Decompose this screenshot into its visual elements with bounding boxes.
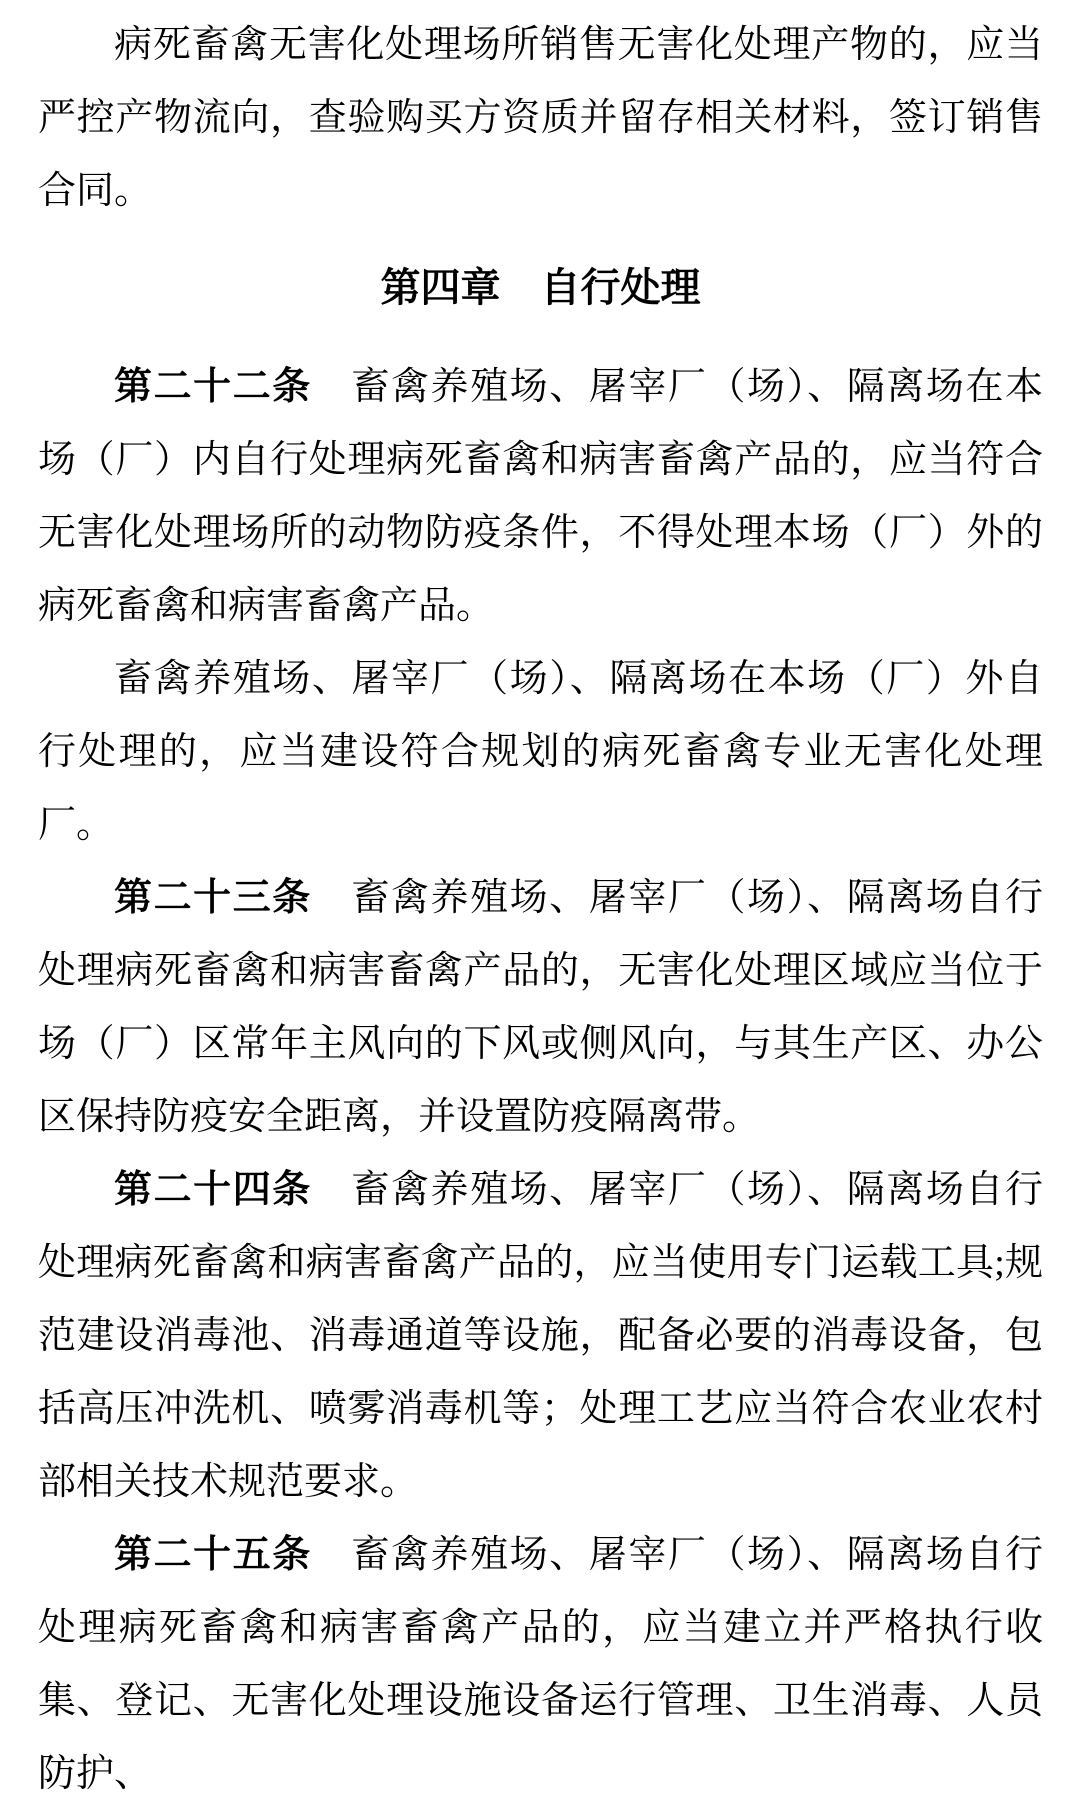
- intro-paragraph: 病死畜禽无害化处理场所销售无害化处理产物的，应当严控产物流向，查验购买方资质并留存相关材料，签订销售合同。: [38, 24, 1043, 212]
- article-paragraph: [38, 1154, 1043, 1519]
- articles-container: [38, 351, 1043, 1811]
- article-text: 畜禽养殖场、屠宰厂（场）、隔离场自行处理病死畜禽和病害畜禽产品的，无害化处理区域应当位于场（厂）区常年主风向的下风或侧风向，与其生产区、办公区保持防疫安全距离，并设置防疫隔离带。: [38, 877, 1043, 1138]
- chapter-heading: 第四章 自行处理: [380, 266, 701, 310]
- article-text: 畜禽养殖场、屠宰厂（场）、隔离场自行处理病死畜禽和病害畜禽产品的，应当建立并严格执行收集、登记、无害化处理设施设备运行管理、卫生消毒、人员防护、: [38, 1534, 1043, 1795]
- article-text: 畜禽养殖场、屠宰厂（场）、隔离场自行处理病死畜禽和病害畜禽产品的，应当使用专门运载工具;规范建设消毒池、消毒通道等设施，配备必要的消毒设备，包括高压冲洗机、喷雾消毒机等；处理工艺应当符合农业农村部相关技术规范要求。: [38, 1169, 1043, 1503]
- article-number: 第二十二条: [114, 366, 312, 408]
- article-paragraph: [38, 862, 1043, 1154]
- article-number: 第二十四条: [114, 1169, 312, 1211]
- body-paragraph: [38, 643, 1043, 862]
- article-paragraph: [38, 1519, 1043, 1811]
- article-text: 畜禽养殖场、屠宰厂（场）、隔离场在本场（厂）外自行处理的，应当建设符合规划的病死畜禽专业无害化处理厂。: [38, 658, 1043, 846]
- article-number: 第二十五条: [114, 1534, 312, 1576]
- article-paragraph: [38, 351, 1043, 643]
- article-number: 第二十三条: [114, 877, 312, 919]
- article-text: 畜禽养殖场、屠宰厂（场）、隔离场在本场（厂）内自行处理病死畜禽和病害畜禽产品的，应当符合无害化处理场所的动物防疫条件，不得处理本场（厂）外的病死畜禽和病害畜禽产品。: [38, 366, 1043, 627]
